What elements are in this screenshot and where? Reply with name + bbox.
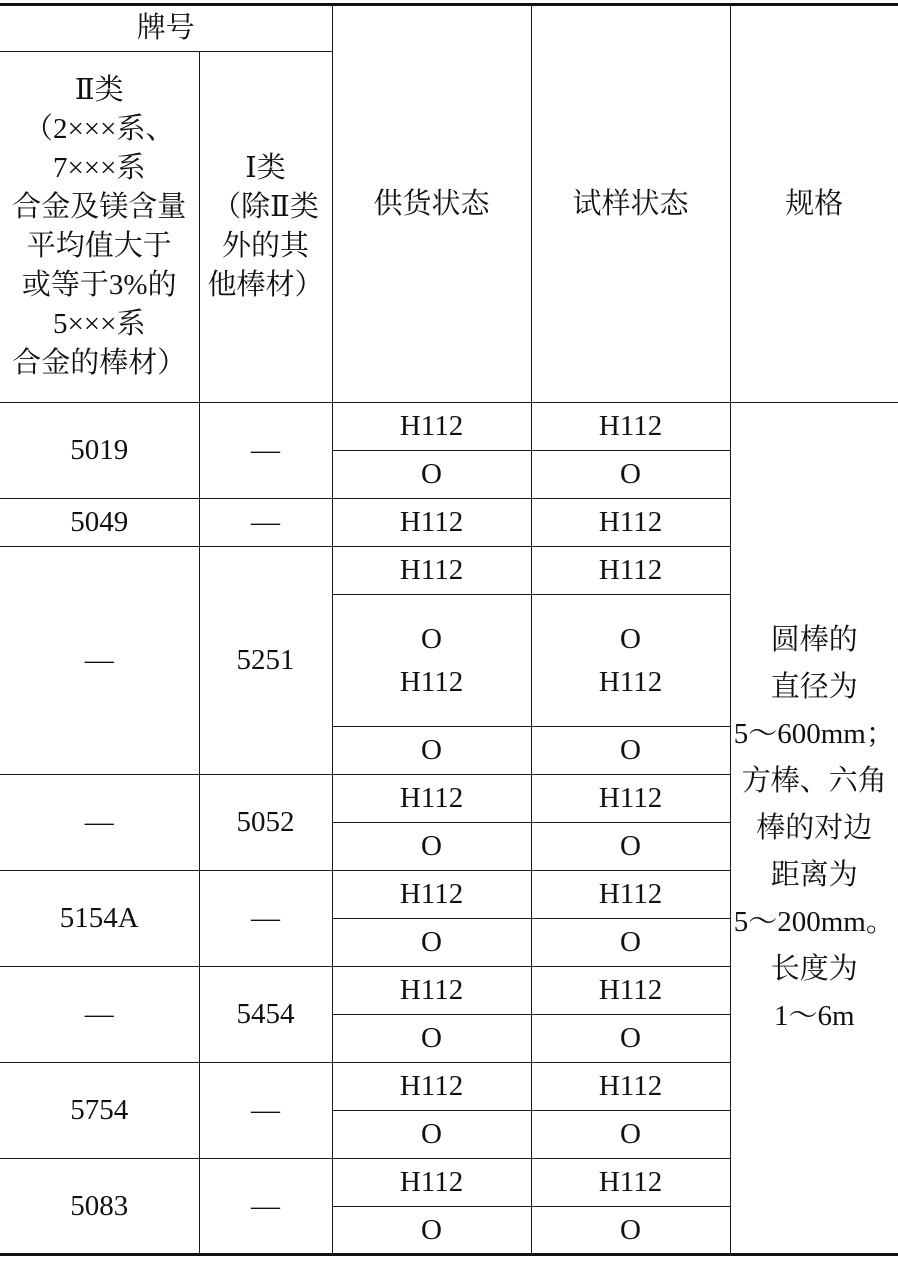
class1-grade: — xyxy=(199,1063,332,1159)
class2-grade: 5019 xyxy=(0,403,199,499)
supply-state: H112 xyxy=(332,775,531,823)
sample-state: O xyxy=(531,727,730,775)
class2-grade: — xyxy=(0,967,199,1063)
class2-header-line: 合金的棒材） xyxy=(12,347,187,379)
spec-line: 5～600mm； xyxy=(733,717,895,750)
supply-state: O xyxy=(332,451,531,499)
supply-state: O xyxy=(332,919,531,967)
spec-line: 方棒、六角 xyxy=(741,764,887,797)
supply-state: H112 xyxy=(332,499,531,547)
class2-grade: 5154A xyxy=(0,871,199,967)
class2-grade: 5083 xyxy=(0,1159,199,1255)
class1-grade: — xyxy=(199,403,332,499)
sample-state: H112 xyxy=(531,775,730,823)
class1-grade: — xyxy=(199,871,332,967)
class1-grade: 5454 xyxy=(199,967,332,1063)
class2-header-line: 平均值大于 xyxy=(26,230,172,262)
class1-header-line: （除Ⅱ类 xyxy=(212,191,319,223)
sample-state: O xyxy=(531,1111,730,1159)
sample-state: O xyxy=(531,451,730,499)
sample-state: H112 xyxy=(531,871,730,919)
class1-grade: — xyxy=(199,499,332,547)
supply-state: H112 xyxy=(332,871,531,919)
supply-state: H112 xyxy=(332,403,531,451)
alloy-bar-table xyxy=(0,3,898,1256)
class2-header-line: 7×××系 xyxy=(52,152,146,184)
class2-grade: 5754 xyxy=(0,1063,199,1159)
sample-state: H112 xyxy=(531,403,730,451)
supply-state: O xyxy=(332,1111,531,1159)
supply-state-line: O xyxy=(421,622,442,655)
brand-header: 牌号 xyxy=(0,5,332,52)
class1-grade: 5251 xyxy=(199,547,332,775)
sample-state: H112 xyxy=(531,547,730,595)
supply-state xyxy=(332,595,531,727)
class1-header-line: 他棒材） xyxy=(207,269,324,301)
class1-grade: — xyxy=(199,1159,332,1255)
class2-header-line: （2×××系、 xyxy=(23,113,175,145)
class2-header-line: 5×××系 xyxy=(52,308,146,340)
class2-grade: 5049 xyxy=(0,499,199,547)
supply-state: O xyxy=(332,1015,531,1063)
sample-state xyxy=(531,595,730,727)
class2-grade: — xyxy=(0,775,199,871)
sample-state: O xyxy=(531,823,730,871)
supply-state: O xyxy=(332,727,531,775)
class2-header-line: Ⅱ类 xyxy=(74,74,124,106)
supply-state: H112 xyxy=(332,1159,531,1207)
class1-header-line: Ⅰ类 xyxy=(245,152,286,184)
class1-grade: 5052 xyxy=(199,775,332,871)
supply-state: H112 xyxy=(332,1063,531,1111)
class2-grade: — xyxy=(0,547,199,775)
sample-state: H112 xyxy=(531,1159,730,1207)
sample-state-line: H112 xyxy=(598,665,663,698)
spec-line: 直径为 xyxy=(770,670,858,703)
spec-line: 距离为 xyxy=(770,858,858,891)
supply-state: H112 xyxy=(332,967,531,1015)
spec-line: 棒的对边 xyxy=(756,811,873,844)
supply-state: H112 xyxy=(332,547,531,595)
supply-state: O xyxy=(332,1207,531,1255)
sample-state: O xyxy=(531,1207,730,1255)
sample-state: H112 xyxy=(531,1063,730,1111)
spec-header: 规格 xyxy=(730,5,898,403)
spec-line: 5～200mm。 xyxy=(733,905,895,938)
supply-state-header: 供货状态 xyxy=(332,5,531,403)
sample-state-line: O xyxy=(620,622,641,655)
class2-header-line: 或等于3%的 xyxy=(21,269,177,301)
spec-cell xyxy=(730,403,898,1255)
class1-header xyxy=(199,52,332,403)
spec-line: 1～6m xyxy=(773,999,855,1032)
class2-header xyxy=(0,52,199,403)
class2-header-line: 合金及镁含量 xyxy=(12,191,187,223)
sample-state: O xyxy=(531,919,730,967)
sample-state-header: 试样状态 xyxy=(531,5,730,403)
supply-state: O xyxy=(332,823,531,871)
sample-state: O xyxy=(531,1015,730,1063)
supply-state-line: H112 xyxy=(399,665,464,698)
class1-header-line: 外的其 xyxy=(222,230,310,262)
spec-line: 长度为 xyxy=(770,952,858,985)
spec-line: 圆棒的 xyxy=(770,623,858,656)
sample-state: H112 xyxy=(531,967,730,1015)
sample-state: H112 xyxy=(531,499,730,547)
